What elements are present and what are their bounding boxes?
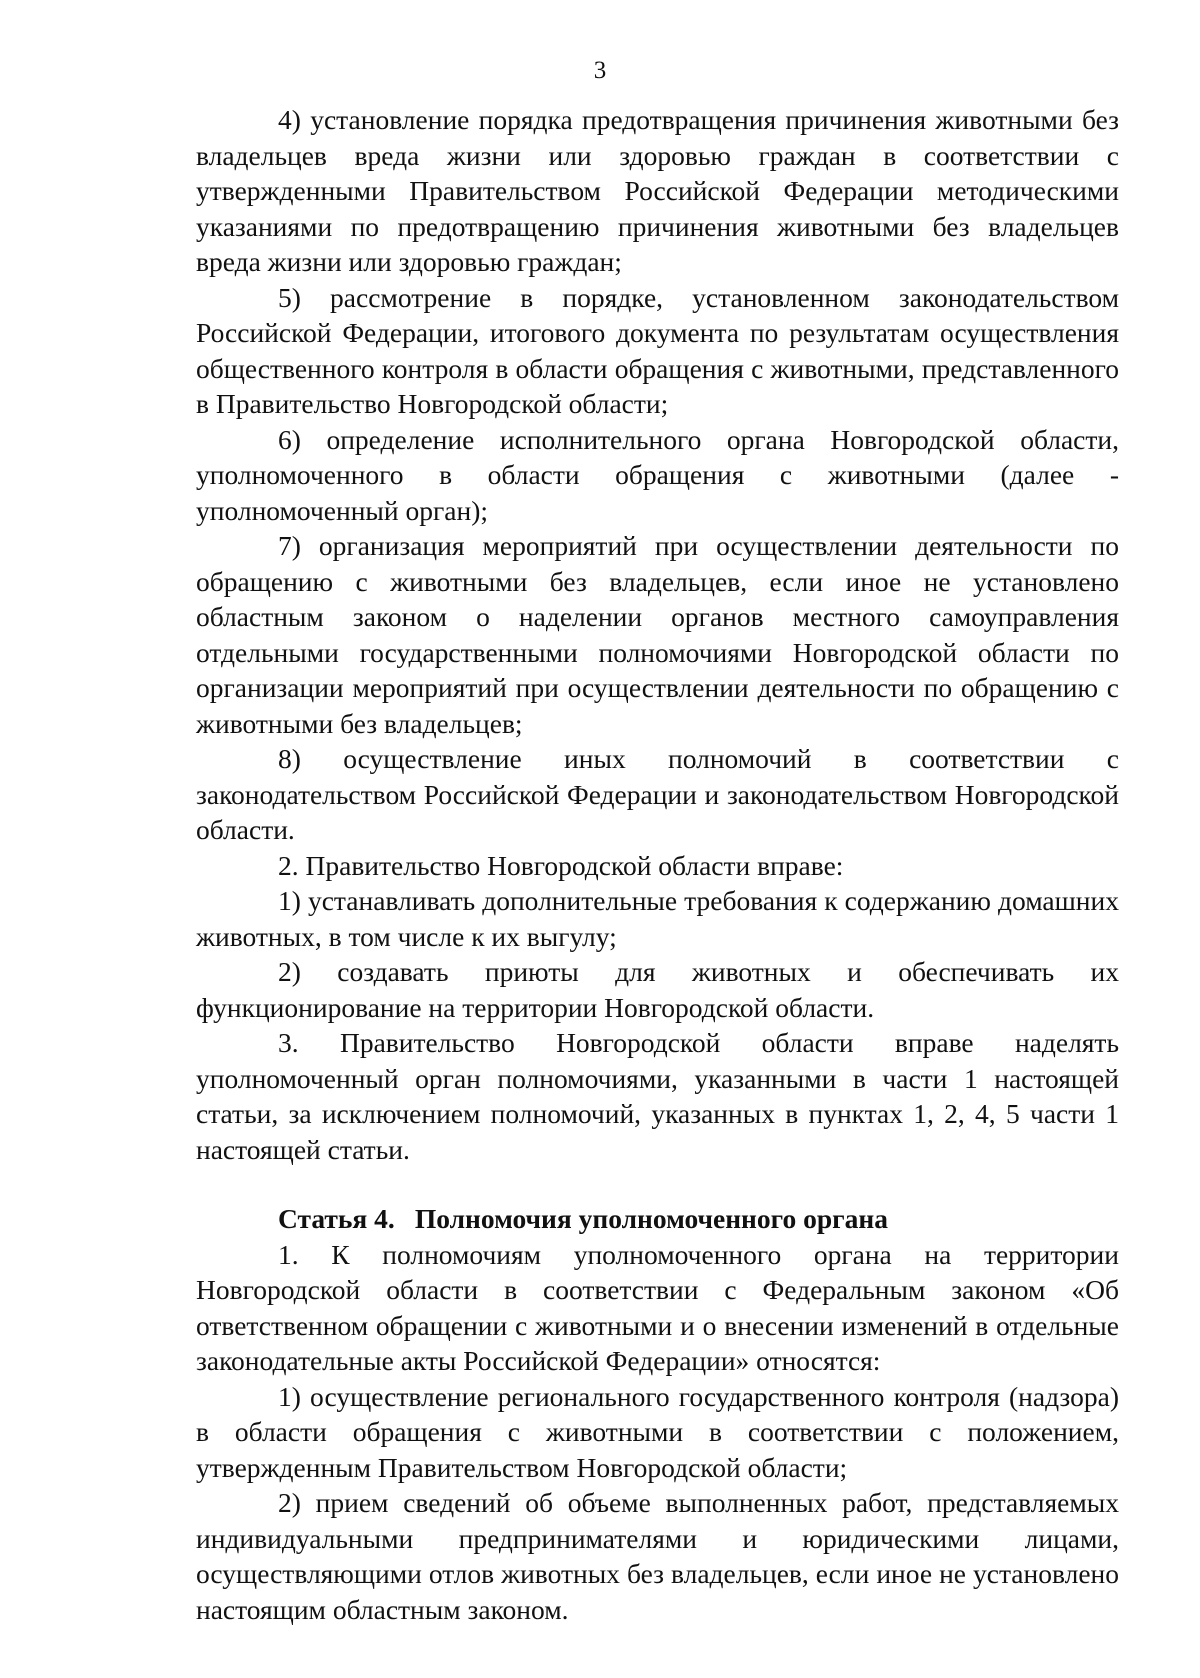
document-body (196, 102, 1119, 1627)
paragraph-part-3: 3. Правительство Новгородской области вправе наделять уполномоченный орган полномочиями, указанными в части 1 настоящей статьи, за исключением полномочий, указанных в пунктах 1, 2, 4, 5 части 1 настоящей статьи. (196, 1027, 1119, 1165)
article-number: Статья 4. (278, 1203, 395, 1234)
article-title: Полномочия уполномоченного органа (414, 1203, 888, 1234)
article-4-part-1: 1. К полномочиям уполномоченного органа на территории Новгородской области в соответствии с Федеральным законом «Об ответственном обращении с животными и о внесении изменений в отдельные законодательные акты Российской Федерации» относятся: (196, 1238, 1119, 1376)
paragraph-item-4: 4) установление порядка предотвращения причинения животными без владельцев вреда жизни или здоровью граждан в соответствии с утвержденными Правительством Российской Федерации методическими указаниями по предотвращению причинения животными без владельцев вреда жизни или здоровью граждан; (196, 104, 1119, 277)
page-number: 3 (593, 57, 607, 84)
paragraph-item-7: 7) организация мероприятий при осуществлении деятельности по обращению с животными без владельцев, если иное не установлено областным законом о наделении органов местного самоуправления отдельными государственными полномочиями Новгородской области по организации мероприятий при осуществлении деятельности по обращению с животными без владельцев; (196, 530, 1119, 739)
paragraph-item-6: 6) определение исполнительного органа Новгородской области, уполномоченного в области обращения с животными (далее - уполномоченный орган); (196, 423, 1119, 526)
article-4-item-2: 2) прием сведений об объеме выполненных работ, представляемых индивидуальными предпринимателями и юридическими лицами, осуществляющими отлов животных без владельцев, если иное не установлено настоящим областным законом. (196, 1487, 1119, 1625)
article-4-item-1: 1) осуществление регионального государственного контроля (надзора) в области обращения с животными в соответствии с положением, утвержденным Правительством Новгородской области; (196, 1380, 1119, 1483)
paragraph-item-8: 8) осуществление иных полномочий в соответствии с законодательством Российской Федерации и законодательством Новгородской области. (196, 743, 1119, 845)
paragraph-item-5: 5) рассмотрение в порядке, установленном законодательством Российской Федерации, итогового документа по результатам осуществления общественного контроля в области обращения с животными, представленного в Правительство Новгородской области; (196, 281, 1119, 419)
article-heading (196, 1201, 1119, 1237)
paragraph-part-2-item-1: 1) устанавливать дополнительные требования к содержанию домашних животных, в том числе к их выгулу; (196, 885, 1119, 952)
paragraph-part-2-item-2: 2) создавать приюты для животных и обеспечивать их функционирование на территории Новгородской области. (196, 956, 1119, 1023)
paragraph-part-2: 2. Правительство Новгородской области вправе: (278, 849, 844, 881)
